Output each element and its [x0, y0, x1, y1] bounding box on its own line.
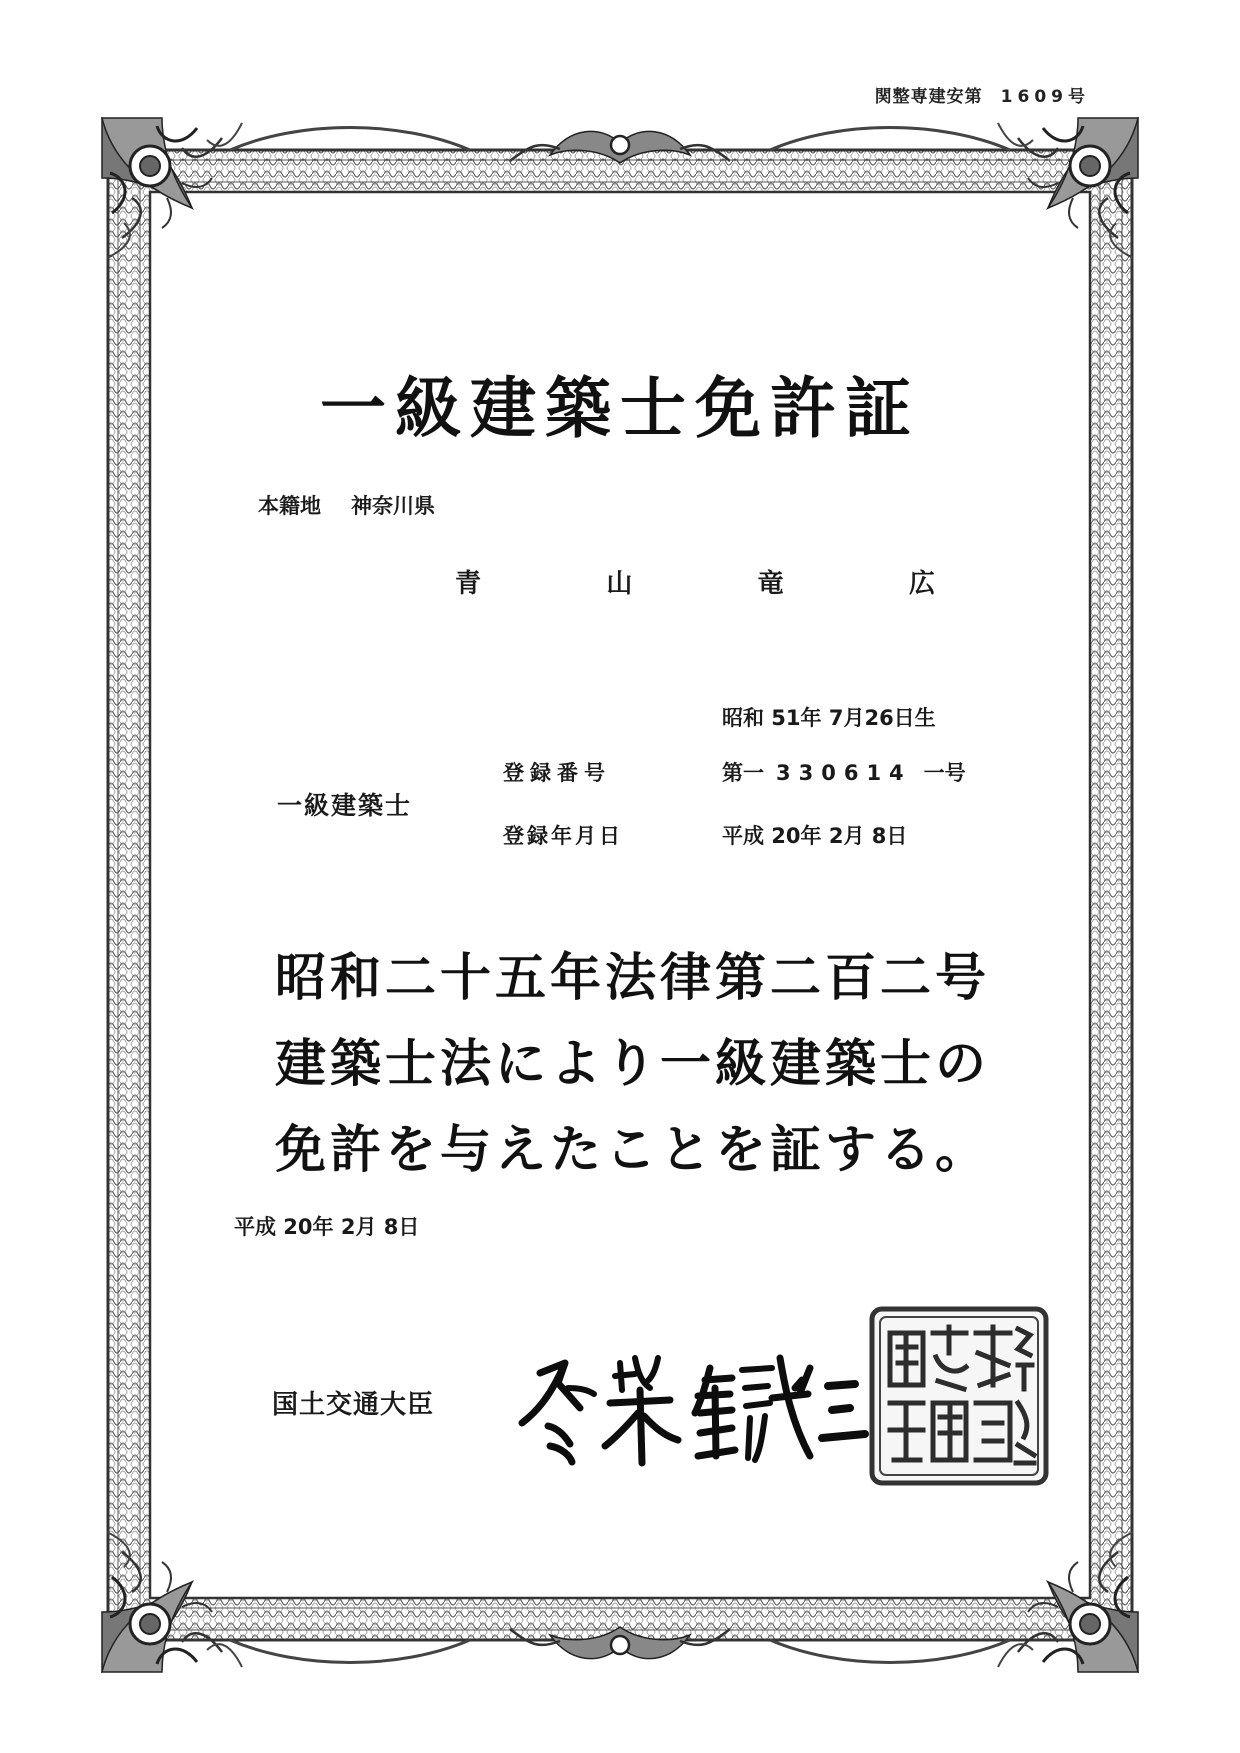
- issuer-title: 国土交通大臣: [272, 1390, 435, 1420]
- domicile-label: 本籍地: [258, 494, 321, 518]
- handwritten-signature: [510, 1328, 870, 1478]
- document-serial: [875, 82, 1090, 107]
- registration-date: 平成 20年 2月 8日: [722, 824, 908, 848]
- name-char: 竜: [757, 569, 784, 599]
- statement-line: 免許を与えたことを証する。: [275, 1120, 991, 1180]
- registration-number-suffix: 一号: [923, 761, 966, 785]
- name-char: 広: [908, 569, 935, 599]
- name-char: 青: [455, 569, 482, 599]
- domicile-row: [258, 490, 435, 520]
- serial-number: 1609号: [1000, 87, 1090, 107]
- statement-line: 建築士法により一級建築士の: [275, 1034, 991, 1094]
- issue-date: 平成 20年 2月 8日: [234, 1215, 420, 1239]
- official-seal: [868, 1305, 1050, 1487]
- birth-date: 昭和 51年 7月26日生: [722, 706, 936, 730]
- serial-label: 関整専建安第: [874, 87, 983, 107]
- statement-line: 昭和二十五年法律第二百二号: [275, 948, 991, 1008]
- registration-number-label: 登録番号: [503, 761, 611, 785]
- registration-number-prefix: 第一: [722, 761, 764, 785]
- holder-name: [455, 563, 935, 600]
- certification-statement: [275, 935, 990, 1193]
- domicile-value: 神奈川県: [351, 494, 435, 518]
- certificate-title: 一級建築士免許証: [320, 369, 920, 447]
- qualification-label: 一級建築士: [277, 791, 413, 820]
- registration-number: [722, 757, 966, 787]
- registration-number-digits: 330614: [776, 761, 912, 785]
- name-char: 山: [606, 569, 633, 599]
- registration-date-label: 登録年月日: [503, 824, 623, 848]
